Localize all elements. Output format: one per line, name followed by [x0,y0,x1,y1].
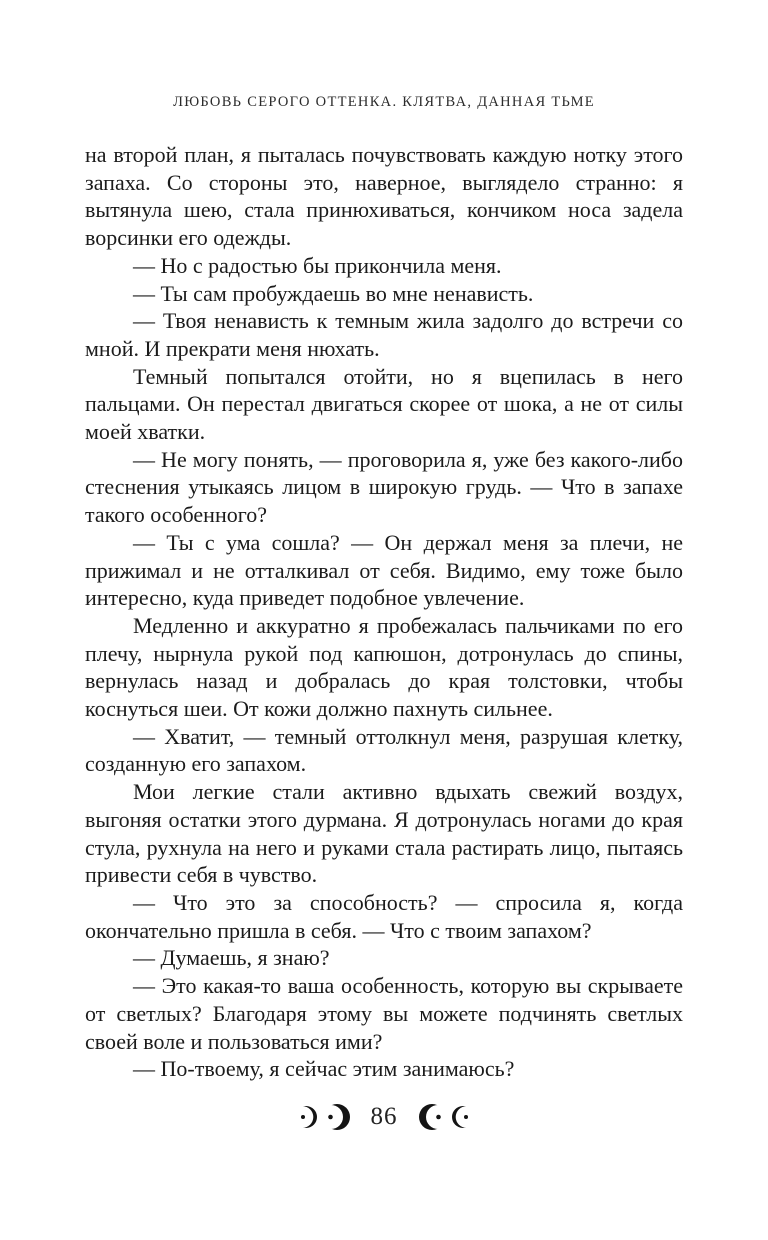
paragraph: — Не могу понять, — проговорила я, уже без какого-либо стеснения утыкаясь лицом в широкую грудь. — Что в запахе такого особенного? [85,446,683,528]
page-footer [0,1100,768,1134]
paragraph: — По-твоему, я сейчас этим занимаюсь? [133,1056,515,1082]
paragraph: Темный попытался отойти, но я вцепилась в него пальцами. Он перестал двигаться скорее от шока, а не от силы моей хватки. [85,363,683,445]
paragraph: — Ты с ума сошла? — Он держал меня за плечи, не прижимал и не отталкивал от себя. Видимо, ему тоже было интересно, куда приведет подобное увлечение. [85,529,683,611]
crescent-thin-closing-icon [296,1103,318,1131]
paragraph: Мои легкие стали активно вдыхать свежий воздух, выгоняя остатки этого дурмана. Я дотронулась ногами до края стула, рухнула на него и руками стала растирать лицо, пытаясь привести себя в чувство. [85,779,683,888]
running-head: ЛЮБОВЬ СЕРОГО ОТТЕНКА. КЛЯТВА, ДАННАЯ ТЬМЕ [173,94,595,110]
paragraph: — Думаешь, я знаю? [133,945,330,971]
page-number: 86 [370,1103,398,1130]
paragraph: — Что это за способность? — спросила я, когда окончательно пришла в себя. — Что с твоим запахом? [85,889,683,943]
paragraph: — Но с радостью бы прикончила меня. [133,252,502,278]
paragraph: — Это какая-то ваша особенность, которую вы скрываете от светлых? Благодаря этому вы можете подчинять светлых своей воле и пользоваться ими? [85,973,683,1054]
paragraph: Медленно и аккуратно я пробежалась пальчиками по его плечу, нырнула рукой под капюшон, дотронулась до спины, вернулась назад и добралась до края толстовки, чтобы коснуться шеи. От кожи должно пахнуть сильнее. [85,612,683,722]
crescent-thin-opening-icon [451,1103,473,1131]
paragraph: — Ты сам пробуждаешь во мне ненависть. [133,280,534,306]
paragraph: — Твоя ненависть к темным жила задолго до встречи со мной. И прекрати меня нюхать. [85,308,683,361]
paragraph: на второй план, я пыталась почувствовать каждую нотку этого запаха. Со стороны это, наверное, выглядело странно: я вытянула шею, стала принюхиваться, кончиком носа задела ворсинки его одежды. [85,142,683,251]
page-text [85,141,683,1083]
crescent-bold-opening-icon [418,1100,444,1134]
paragraph: — Хватит, — темный оттолкнул меня, разрушая клетку, созданную его запахом. [85,723,683,777]
crescent-bold-closing-icon [325,1100,351,1134]
